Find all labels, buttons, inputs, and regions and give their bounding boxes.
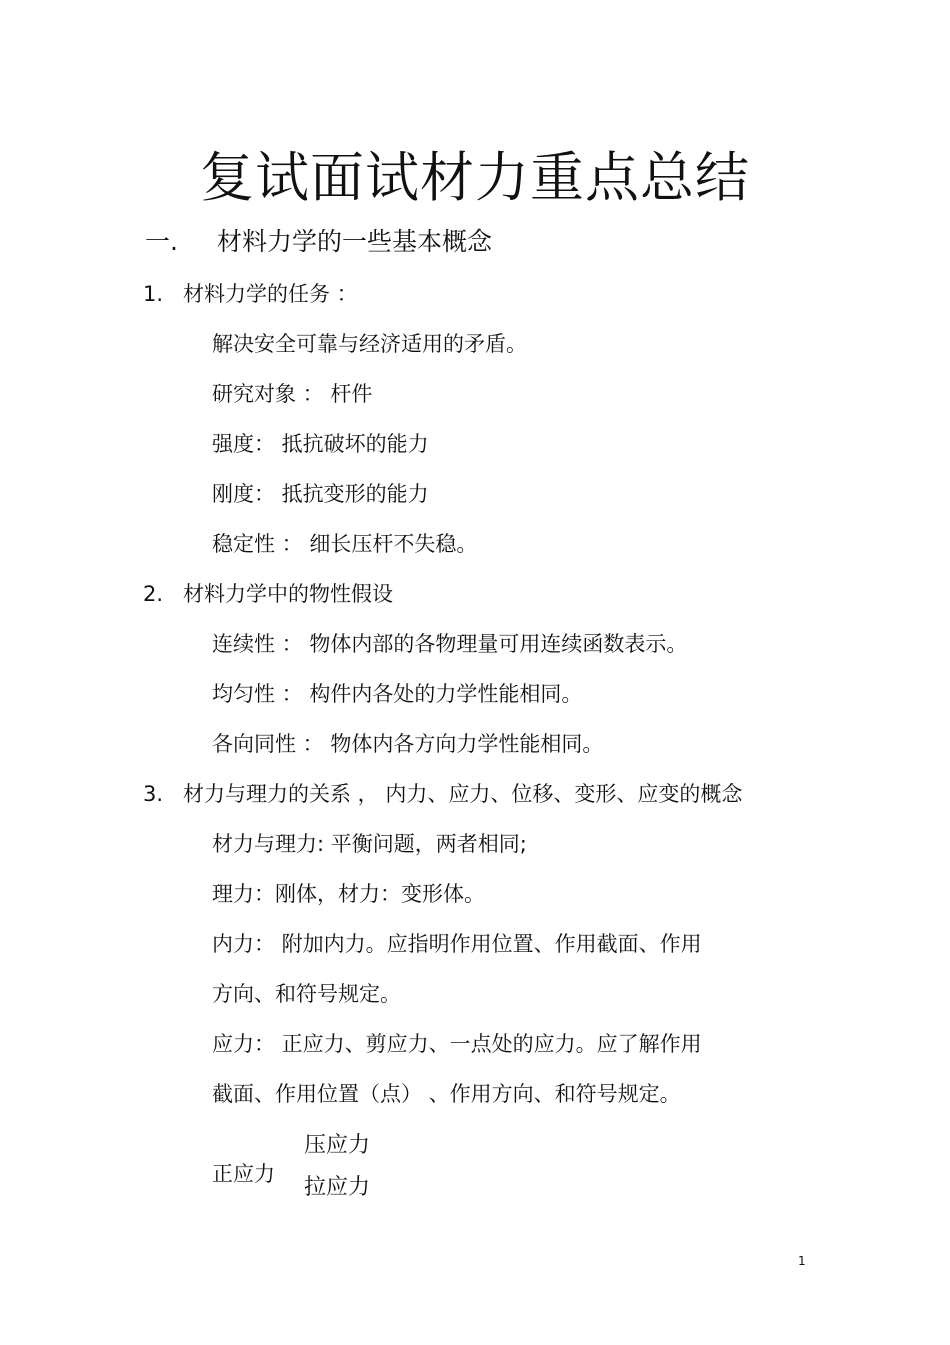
normal-stress-item-compressive: 压应力 [304,1133,371,1158]
item-heading-3 [143,778,742,808]
section-number: 一. [145,227,178,256]
paragraph-line: 理力：刚体，材力：变形体。 [212,882,485,906]
item-number: 1. [143,282,164,306]
item-title: 材料力学中的物性假设 [183,582,393,606]
normal-stress-item-tensile: 拉应力 [304,1175,371,1200]
paragraph-line: 研究对象 ： 杆件 [212,382,373,406]
paragraph-line: 内力： 附加内力。应指明作用位置、作用截面、作用 [212,932,702,956]
section-heading [145,222,492,258]
section-title: 材料力学的一些基本概念 [217,227,493,256]
paragraph-line: 强度： 抵抗破坏的能力 [212,432,429,456]
paragraph-line: 应力： 正应力、剪应力、一点处的应力。应了解作用 [212,1032,702,1056]
paragraph-line: 解决安全可靠与经济适用的矛盾。 [212,332,527,356]
document-title: 复试面试材力重点总结 [200,146,750,209]
paragraph-line: 方向、和符号规定。 [212,982,401,1006]
item-heading-2 [143,578,393,608]
paragraph-line: 各向同性 ： 物体内各方向力学性能相同。 [212,732,604,756]
page-number: 1 [798,1254,806,1268]
item-number: 3. [143,782,164,806]
paragraph-line: 刚度： 抵抗变形的能力 [212,482,429,506]
item-number: 2. [143,582,164,606]
paragraph-line: 截面、作用位置（点） 、作用方向、和符号规定。 [212,1082,681,1106]
item-heading-1 [143,278,358,308]
item-title: 材力与理力的关系 ， 内力、应力、位移、变形、应变的概念 [183,782,743,806]
normal-stress-label: 正应力 [212,1162,275,1186]
paragraph-line: 稳定性 ： 细长压杆不失稳。 [212,532,478,556]
paragraph-line: 均匀性 ： 构件内各处的力学性能相同。 [212,682,583,706]
paragraph-line: 材力与理力: 平衡问题，两者相同; [212,832,527,856]
paragraph-line: 连续性 ： 物体内部的各物理量可用连续函数表示。 [212,632,688,656]
item-title: 材料力学的任务 ： [183,282,358,306]
